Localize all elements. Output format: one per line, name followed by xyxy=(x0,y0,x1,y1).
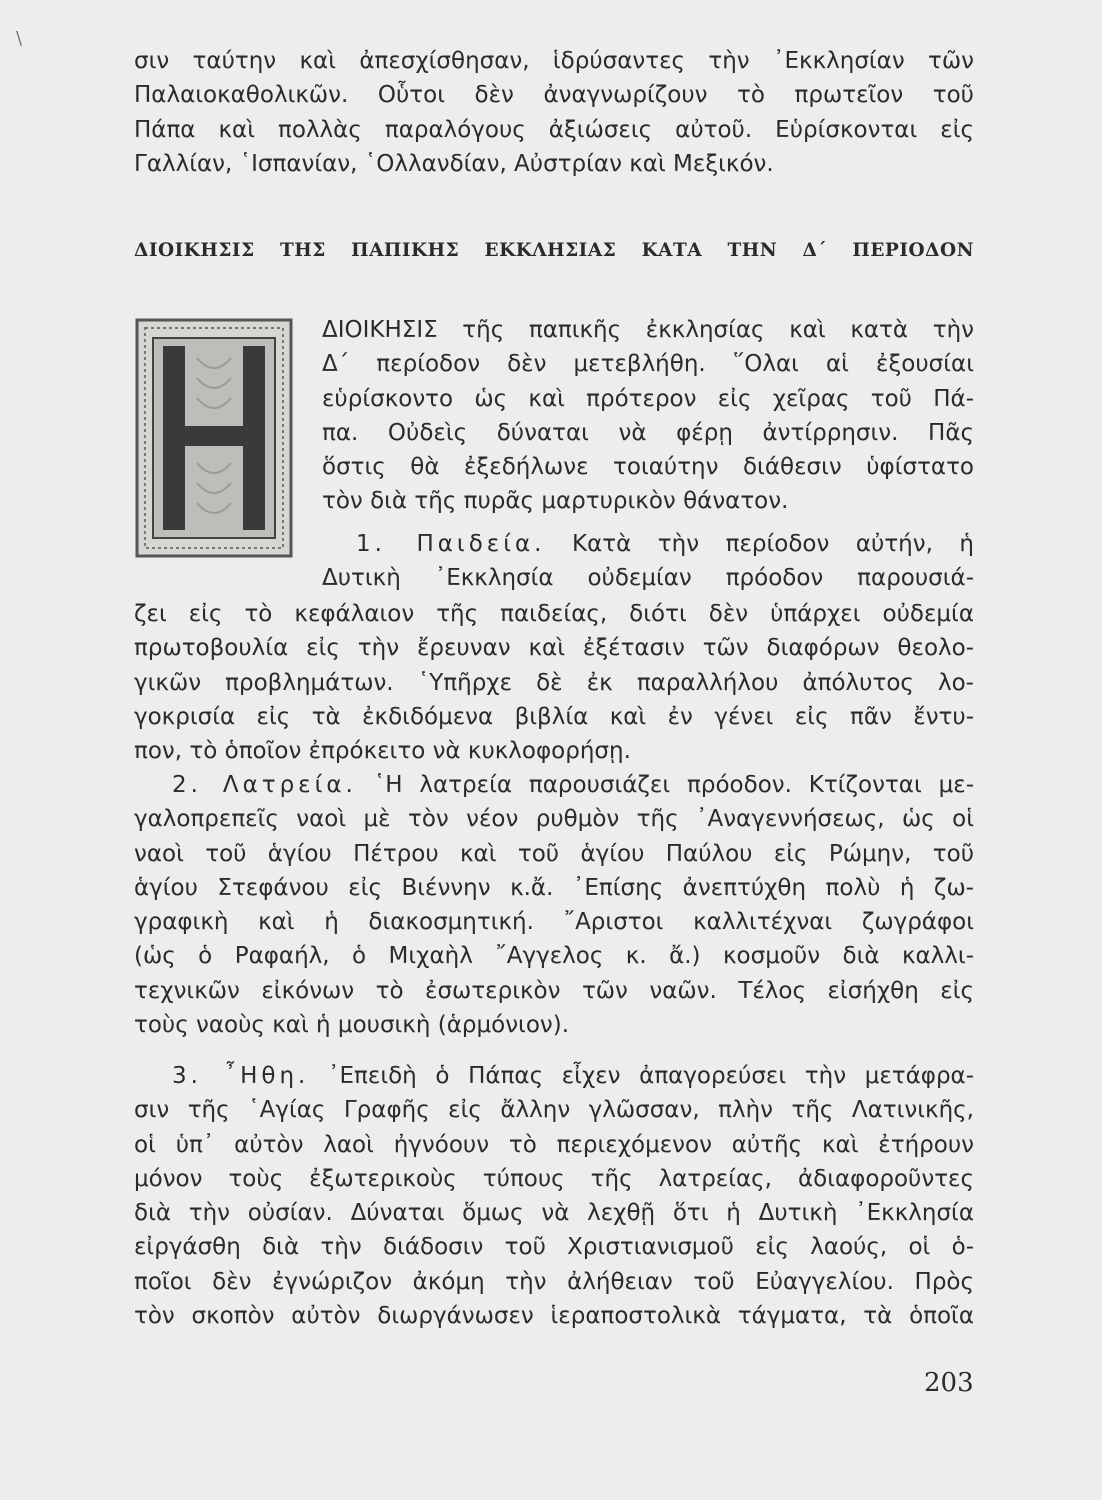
text-line: Δ΄ περίοδον δὲν μετεβλήθη. ῞Ολαι αἱ ἐξουσίαι xyxy=(322,351,974,378)
text-line: σιν τῆς ῾Αγίας Γραφῆς εἰς ἄλλην γλῶσσαν, πλὴν τῆς Λατινικῆς, xyxy=(134,1097,974,1124)
section-1-opening xyxy=(322,527,974,596)
text-line: ἁγίου Στεφάνου εἰς Βιέννην κ.ἄ. ᾿Επίσης ἀνεπτύχθη πολὺ ἡ ζω- xyxy=(134,874,974,901)
text-line: 1. Παιδεία. Κατὰ τὴν περίοδον αὐτήν, ἡ xyxy=(356,531,975,557)
text-line: Πάπα καὶ πολλὰς παραλόγους ἀξιώσεις αὐτοῦ. Εὑρίσκονται εἰς xyxy=(134,116,974,143)
section-label: 1. Παιδεία. xyxy=(356,531,546,557)
text-line: πον, τὸ ὁποῖον ἐπρόκειτο νὰ κυκλοφορήσῃ. xyxy=(134,738,631,765)
text-line: γραφικὴ καὶ ἡ διακοσμητική. ῎Αριστοι καλλιτέχναι ζωγράφοι xyxy=(134,909,974,936)
text-line: οἱ ὑπ᾿ αὐτὸν λαοὶ ἠγνόουν τὸ περιεχόμενον αὐτῆς καὶ ἐτήρουν xyxy=(134,1131,974,1158)
page-number: 203 xyxy=(924,1368,974,1398)
section-2-paragraph xyxy=(134,768,974,1042)
text-line: γικῶν προβλημάτων. ῾Υπῆρχε δὲ ἐκ παραλλήλου ἀπόλυτος λο- xyxy=(134,669,974,696)
text-line: σιν ταύτην καὶ ἀπεσχίσθησαν, ἱδρύσαντες τὴν ᾿Εκκλησίαν τῶν xyxy=(134,48,974,74)
intro-paragraph xyxy=(134,44,974,181)
text-line: τὸν διὰ τῆς πυρᾶς μαρτυρικὸν θάνατον. xyxy=(322,488,789,515)
text-line: (ὡς ὁ Ραφαήλ, ὁ Μιχαὴλ ῎Αγγελος κ. ἄ.) κοσμοῦν διὰ καλλι- xyxy=(134,943,974,970)
text-line: ναοὶ τοῦ ἁγίου Πέτρου καὶ τοῦ ἁγίου Παύλου εἰς Ρώμην, τοῦ xyxy=(134,840,974,867)
section-1-paragraph xyxy=(134,597,974,768)
text-line: διὰ τὴν οὐσίαν. Δύναται ὅμως νὰ λεχθῇ ὅτι ἡ Δυτικὴ ᾿Εκκλησία xyxy=(134,1200,974,1227)
section-heading: ΔΙΟΙΚΗΣΙΣ ΤΗΣ ΠΑΠΙΚΗΣ ΕΚΚΛΗΣΙΑΣ ΚΑΤΑ ΤΗΝ Δ΄ ΠΕΡΙΟΔΟΝ xyxy=(134,240,974,261)
text-line: Δυτικὴ ᾿Εκκλησία οὐδεμίαν πρόοδον παρουσιά- xyxy=(322,565,974,592)
text-line: ποῖοι δὲν ἐγνώριζον ἀκόμη τὴν ἀλήθειαν τοῦ Εὐαγγελίου. Πρὸς xyxy=(134,1268,974,1295)
section-label: 3. ῏Ηθη. xyxy=(172,1063,310,1089)
text-line: 3. ῏Ηθη. ᾿Επειδὴ ὁ Πάπας εἶχεν ἀπαγορεύσει τὴν μετάφρα- xyxy=(172,1063,975,1089)
text-line: εἰργάσθη διὰ τὴν διάδοσιν τοῦ Χριστιανισμοῦ εἰς λαούς, οἱ ὁ- xyxy=(134,1234,974,1261)
text-line: εὑρίσκοντο ὡς καὶ πρότερον εἰς χεῖρας τοῦ Πά- xyxy=(322,385,974,412)
text-line: γαλοπρεπεῖς ναοὶ μὲ τὸν νέον ρυθμὸν τῆς ᾿Αναγεννήσεως, ὡς οἱ xyxy=(134,806,974,833)
text-line: τεχνικῶν εἰκόνων τὸ ἐσωτερικὸν τῶν ναῶν. Τέλος εἰσήχθη εἰς xyxy=(134,977,974,1004)
text-line: Γαλλίαν, ῾Ισπανίαν, ῾Ολλανδίαν, Αὐστρίαν καὶ Μεξικόν. xyxy=(134,150,774,177)
dropcap-paragraph xyxy=(322,313,974,519)
text-line: μόνον τοὺς ἐξωτερικοὺς τύπους τῆς λατρείας, ἀδιαφοροῦντες xyxy=(134,1165,974,1192)
margin-mark: \ xyxy=(16,28,23,49)
text-line: ΔΙΟΙΚΗΣΙΣ τῆς παπικῆς ἐκκλησίας καὶ κατὰ τὴν xyxy=(322,317,974,343)
text-line: 2. Λατρεία. ῾Η λατρεία παρουσιάζει πρόοδον. Κτίζονται με- xyxy=(172,772,974,798)
text-line: τοὺς ναοὺς καὶ ἡ μουσικὴ (ἁρμόνιον). xyxy=(134,1012,570,1039)
text-line: Παλαιοκαθολικῶν. Οὗτοι δὲν ἀναγνωρίζουν τὸ πρωτεῖον τοῦ xyxy=(134,82,974,109)
decorative-initial xyxy=(135,318,293,558)
section-3-paragraph xyxy=(134,1059,974,1333)
text-line: πα. Οὐδεὶς δύναται νὰ φέρῃ ἀντίρρησιν. Πᾶς xyxy=(322,419,974,446)
text-line: πρωτοβουλία εἰς τὴν ἔρευναν καὶ ἐξέτασιν τῶν διαφόρων θεολο- xyxy=(134,635,974,662)
text-line: γοκρισία εἰς τὰ ἐκδιδόμενα βιβλία καὶ ἐν γένει εἰς πᾶν ἔντυ- xyxy=(134,703,974,730)
text-line: ὅστις θὰ ἐξεδήλωνε τοιαύτην διάθεσιν ὑφίστατο xyxy=(322,454,974,481)
section-label: 2. Λατρεία. xyxy=(172,772,357,798)
text-line: ζει εἰς τὸ κεφάλαιον τῆς παιδείας, διότι δὲν ὑπάρχει οὐδεμία xyxy=(134,601,974,627)
ornament-frame-icon xyxy=(135,318,293,558)
text-line: τὸν σκοπὸν αὐτὸν διωργάνωσεν ἱεραποστολικὰ τάγματα, τὰ ὁποῖα xyxy=(134,1303,974,1330)
